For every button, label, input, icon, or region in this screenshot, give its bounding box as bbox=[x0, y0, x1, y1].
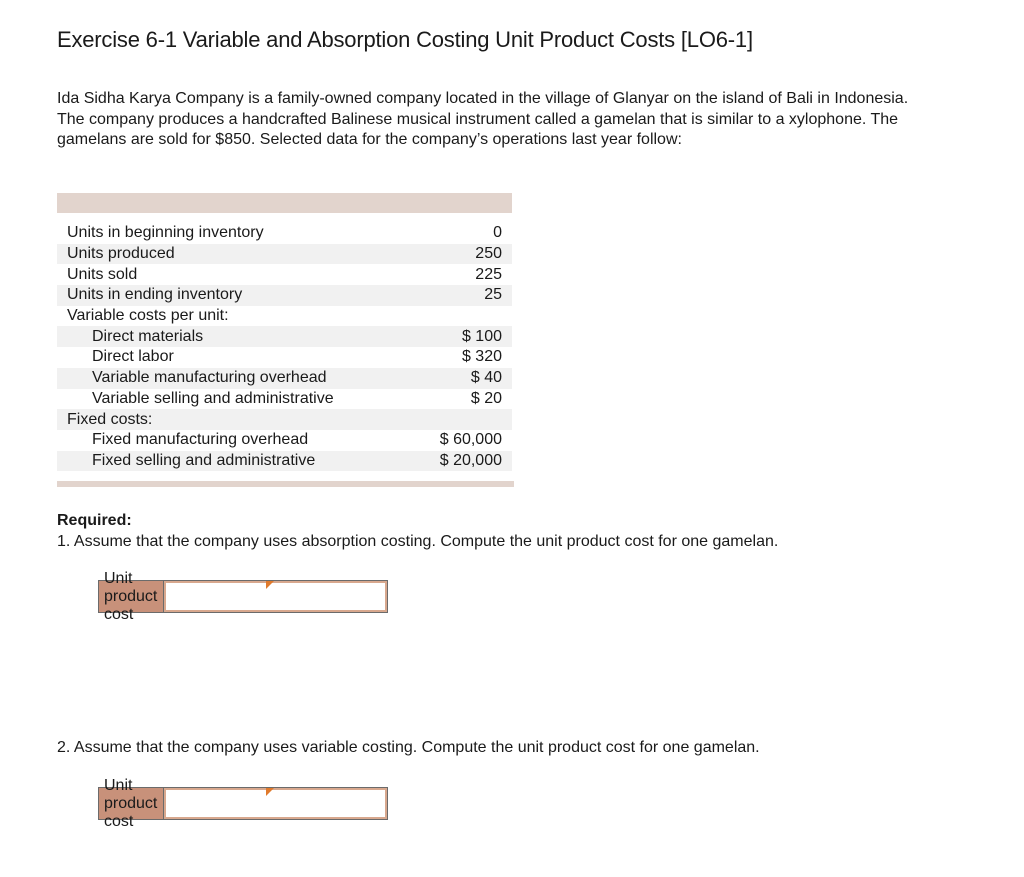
table-row bbox=[57, 244, 512, 265]
flag-icon bbox=[266, 581, 274, 589]
table-row bbox=[57, 409, 512, 430]
answer-box-2 bbox=[98, 776, 388, 830]
row-label: Units sold bbox=[67, 265, 138, 283]
required-section bbox=[57, 510, 778, 552]
table-row bbox=[57, 264, 512, 285]
page-title: Exercise 6-1 Variable and Absorption Costing Unit Product Costs [LO6-1] bbox=[57, 27, 753, 52]
table-header-bar bbox=[57, 193, 512, 213]
table-row bbox=[57, 306, 512, 327]
answer-label: Unit product cost bbox=[99, 788, 164, 819]
row-label: Direct materials bbox=[92, 327, 204, 345]
table-row bbox=[57, 326, 512, 347]
flag-icon bbox=[266, 788, 274, 796]
answer-box-1 bbox=[98, 569, 388, 623]
row-value: $ 100 bbox=[461, 327, 502, 345]
intro-paragraph: Ida Sidha Karya Company is a family-owned company located in the village of Glanyar on the island of Bali in Indonesia. The company produces a handcrafted Balinese musical instrument called a gamelan that is similar to a xylophone. The gamelans are sold for $850. Selected data for the company’s operations last year follow: bbox=[57, 90, 909, 148]
row-label: Variable manufacturing overhead bbox=[92, 369, 327, 387]
table-row bbox=[57, 347, 512, 368]
row-label: Units in ending inventory bbox=[67, 286, 243, 304]
table-row bbox=[57, 368, 512, 389]
row-label: Units in beginning inventory bbox=[67, 224, 264, 242]
data-table bbox=[57, 193, 512, 487]
unit-product-cost-input-2[interactable] bbox=[164, 788, 387, 819]
row-value: 225 bbox=[475, 265, 502, 283]
row-label: Units produced bbox=[67, 245, 175, 263]
required-heading: Required: bbox=[57, 512, 132, 529]
row-value: $ 320 bbox=[461, 348, 502, 366]
question-1: 1. Assume that the company uses absorption costing. Compute the unit product cost for one gamelan. bbox=[57, 533, 779, 550]
row-label: Direct labor bbox=[92, 348, 174, 366]
row-value: 250 bbox=[475, 245, 502, 263]
table-row bbox=[57, 430, 512, 451]
row-label: Fixed manufacturing overhead bbox=[92, 431, 309, 449]
table-row bbox=[57, 285, 512, 306]
row-value: $ 40 bbox=[470, 369, 502, 387]
question-2: 2. Assume that the company uses variable costing. Compute the unit product cost for one gamelan. bbox=[57, 739, 760, 756]
row-label: Variable selling and administrative bbox=[92, 389, 334, 407]
table-row bbox=[57, 223, 512, 244]
unit-product-cost-input-1[interactable] bbox=[164, 581, 387, 612]
row-value: $ 20,000 bbox=[439, 451, 502, 469]
row-value: 0 bbox=[493, 224, 502, 242]
table-row bbox=[57, 451, 512, 472]
table-footer-bar bbox=[57, 481, 514, 487]
row-value: $ 60,000 bbox=[439, 431, 502, 449]
table-row bbox=[57, 389, 512, 410]
row-label: Variable costs per unit: bbox=[67, 307, 229, 325]
answer-label: Unit product cost bbox=[99, 581, 164, 612]
row-value: $ 20 bbox=[470, 389, 502, 407]
row-value: 25 bbox=[484, 286, 502, 304]
row-label: Fixed selling and administrative bbox=[92, 451, 316, 469]
row-label: Fixed costs: bbox=[67, 410, 153, 428]
